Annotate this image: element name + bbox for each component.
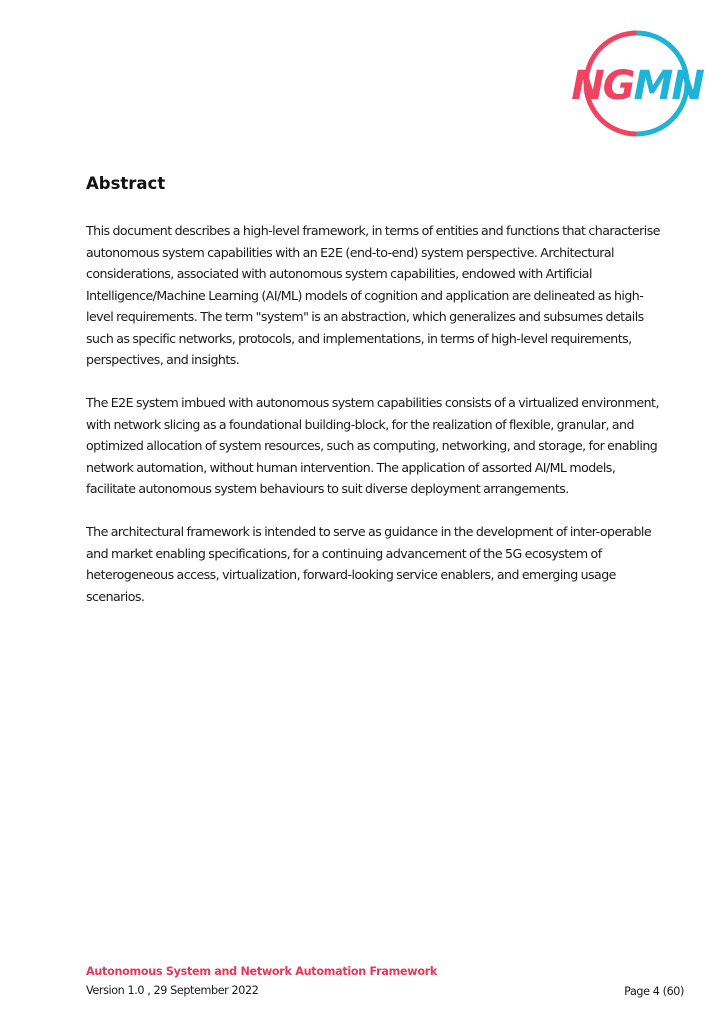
- ngmn-logo: [571, 27, 703, 140]
- logo-text-ng: NG: [571, 63, 634, 109]
- abstract-paragraph-1: This document describes a high-level framework, in terms of entities and functions that characterise autonomous system capabilities with an E2E (end-to-end) system perspective. Architectural considerations, associated with autonomous system capabilities, endowed with Artificial Intelligence/Machine Learning (AI/ML) models of cognition and application are delineated as high-level requirements. The term "system" is an abstraction, which generalizes and subsumes details such as specific networks, protocols, and implementations, in terms of high-level requirements, perspectives, and insights.: [86, 223, 660, 367]
- svg-text:NGMN: [571, 63, 704, 109]
- footer-page-number: Page 4 (60): [624, 985, 684, 998]
- abstract-paragraph-2: The E2E system imbued with autonomous system capabilities consists of a virtualized environment, with network slicing as a foundational building-block, for the realization of flexible, granular, and optimized allocation of system resources, such as computing, networking, and storage, for enabling network automation, without human intervention. The application of assorted AI/ML models, facilitate autonomous system behaviours to suit diverse deployment arrangements.: [86, 395, 659, 496]
- footer-version: Version 1.0 , 29 September 2022: [86, 984, 259, 997]
- logo-text-mn: MN: [633, 63, 703, 109]
- ngmn-logo-graphic: [571, 27, 703, 140]
- abstract-heading: Abstract: [86, 174, 166, 193]
- abstract-paragraph-3: The architectural framework is intended to serve as guidance in the development of inter-operable and market enabling specifications, for a continuing advancement of the 5G ecosystem of heterogeneous access, virtualization, forward-looking service enablers, and emerging usage scenarios.: [86, 524, 652, 604]
- abstract-body: [86, 220, 661, 629]
- footer-document-title: Autonomous System and Network Automation Framework: [86, 965, 438, 978]
